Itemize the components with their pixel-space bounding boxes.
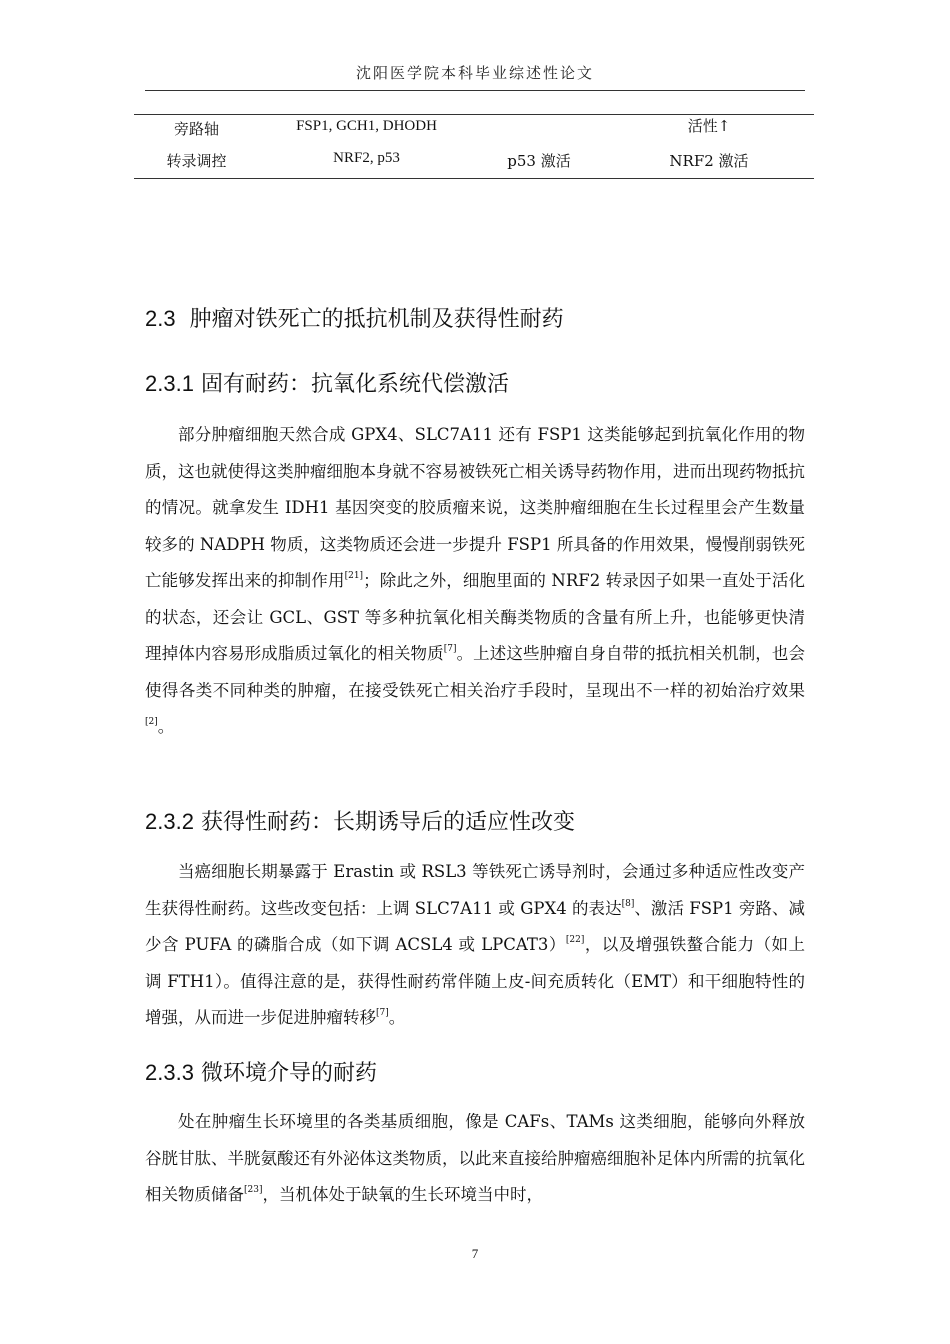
section-title: 获得性耐药：长期诱导后的适应性改变 [200,810,575,835]
table-bottom-rule [134,178,814,179]
citation-ref[interactable]: [22] [565,935,585,945]
text-run: ，以及增强铁螯合能力（如上调 FTH1）。值得注意的是，获得性耐药常伴随上皮-间充质转化（EMT）和干细胞特性的增强，从而进一步促进肿瘤转移 [145,935,806,1027]
text-run: 当癌细胞长期暴露于 Erastin 或 RSL3 等铁死亡诱导剂时，会通过多种适应性改变产生获得性耐药。这些改变包括：上调 SLC7A11 或 GPX4 的表达 [145,862,805,918]
section-title: 肿瘤对铁死亡的抵抗机制及获得性耐药 [189,307,564,332]
page-number: 7 [471,1246,479,1261]
text-run: 处在肿瘤生长环境里的各类基质细胞，像是 CAFs、TAMs 这类细胞，能够向外释放谷胱甘肽、半胱氨酸还有外泌体这类物质，以此来直接给肿瘤癌细胞补足体内所需的抗氧化相关物质储备 [145,1112,805,1204]
section-heading-2-3 [145,302,564,333]
table-row [134,118,814,142]
citation-ref[interactable]: [23] [244,1185,263,1195]
text-run: 、激活 FSP1 旁路、减少含 PUFA 的磷脂合成（如下调 ACSL4 或 LPCAT3） [145,898,805,954]
table-cell: NRF2 激活 [669,152,749,170]
text-run: 。 [388,1008,406,1027]
table-row [134,150,814,174]
section-number: 2.3.1 [145,371,194,396]
section-number: 2.3 [145,306,176,331]
citation-ref[interactable]: [7] [443,644,457,654]
table-cell: p53 激活 [507,152,571,170]
section-heading-2-3-2 [145,805,575,836]
citation-ref[interactable]: [2] [145,717,158,727]
section-title: 微环境介导的耐药 [200,1061,377,1086]
paragraph-2-3-3 [145,1104,805,1214]
section-heading-2-3-3 [145,1056,377,1087]
table-cell: NRF2, p53 [333,150,400,166]
section-title: 固有耐药：抗氧化系统代偿激活 [200,372,509,397]
table-cell: 旁路轴 [173,120,219,138]
paragraph-2-3-2 [145,854,805,1037]
table-cell: FSP1, GCH1, DHODH [296,118,437,134]
running-header: 沈阳医学院本科毕业综述性论文 [355,64,594,82]
table-cell: 活性↑ [687,117,731,135]
text-run: 。上述这些肿瘤自身自带的抵抗相关机制，也会使得各类不同种类的肿瘤，在接受铁死亡相关治疗手段时，呈现出不一样的初始治疗效果 [145,644,806,700]
citation-ref[interactable]: [7] [376,1008,389,1018]
section-number: 2.3.3 [145,1060,194,1085]
citation-ref[interactable]: [21] [344,571,364,581]
section-number: 2.3.2 [145,809,194,834]
text-run: 。 [157,717,175,736]
text-run: 部分肿瘤细胞天然合成 GPX4、SLC7A11 还有 FSP1 这类能够起到抗氧化作用的物质，这也就使得这类肿瘤细胞本身就不容易被铁死亡相关诱导药物作用，进而出现药物抵抗的情况。就拿发生 IDH1 基因突变的胶质瘤来说，这类肿瘤细胞在生长过程里会产生数量较多的 NADPH 物质，这类物质还会进一步提升 FSP1 所具备的作用效果，慢慢削弱铁死亡能够发挥出来的抑制作用 [145,425,805,590]
paragraph-2-3-1 [145,417,805,746]
citation-ref[interactable]: [8] [621,898,635,909]
text-run: ，当机体处于缺氧的生长环境当中时， [262,1185,543,1204]
text-run: ；除此之外，细胞里面的 NRF2 转录因子如果一直处于活化的状态，还会让 GCL、GST 等多种抗氧化相关酶类物质的含量有所上升，也能够更快清理掉体内容易形成脂质过氧化的相关物质 [145,571,806,663]
table-cell: 转录调控 [166,152,227,170]
section-heading-2-3-1 [145,367,509,398]
header-rule [145,90,805,91]
